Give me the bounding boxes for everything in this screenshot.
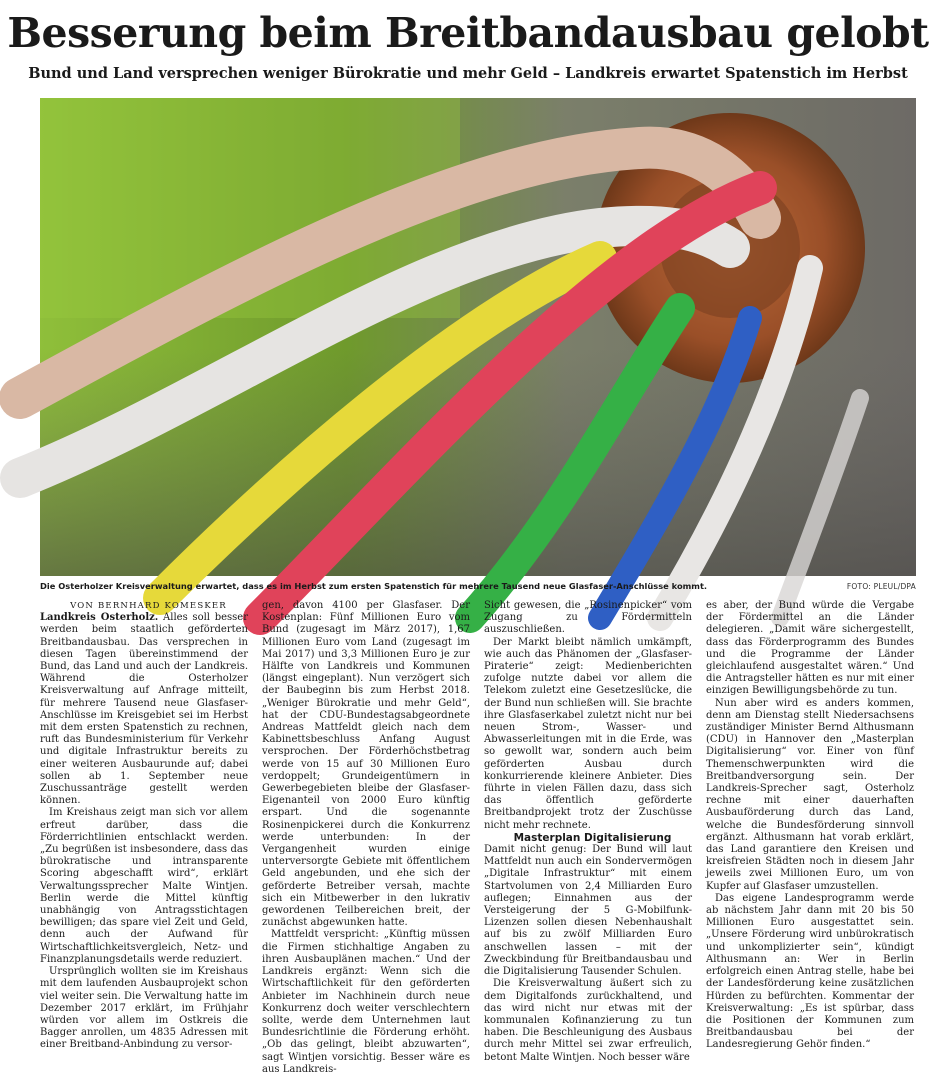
paragraph: Sicht gewesen, die „Rosinenpicker“ vom Zugang zu Fördermitteln auszuschließen. <box>484 600 692 636</box>
column-4 <box>706 600 914 1051</box>
column-1 <box>40 600 248 1051</box>
paragraph: Das eigene Landesprogramm werde ab nächstem Jahr dann mit 20 bis 50 Millionen Euro ausgestattet sein. „Unsere Förderung wird unbürokratisch und unkomplizierter sein“, kündigt Althusmann an: Wer in Berlin erfolgreich einen Antrag stelle, habe bei der Landesförderung keine zusätzlichen Hürden zu befürchten. Kommentar der Kreisverwaltung: „Es ist spürbar, dass die Positionen der Kommunen zum Breitbandausbau bei der Landesregierung Gehör finden.“ <box>706 892 914 1051</box>
paragraph: Die Kreisverwaltung äußert sich zu dem Digitalfonds zurückhaltend, und das wird nicht nur etwas mit der kommunalen Kofinanzierung zu tun haben. Die Beschleunigung des Ausbaus durch mehr Mittel sei zwar erfreulich, betont Malte Wintjen. Noch besser wäre <box>484 978 692 1063</box>
dateline: Landkreis Osterholz. <box>40 612 159 624</box>
article-body <box>40 600 916 1075</box>
section-subhead: Masterplan Digitalisierung <box>513 831 672 844</box>
byline: VON BERNHARD KOMESKER <box>70 601 227 611</box>
column-2 <box>262 600 470 1075</box>
paragraph: Damit nicht genug: Der Bund will laut Mattfeldt nun auch ein Sondervermögen „Digitale Infrastruktur“ mit einem Startvolumen von 2,4 Milliarden Euro auflegen; Einnahmen aus der Versteigerung der 5 G-Mobilfunk-Lizenzen sollen diesen Nebenhaushalt auf bis zu zwölf Milliarden Euro anschwellen lassen – mit der Zweckbindung für Breitbandausbau und die Digitalisierung Tausender Schulen. <box>484 844 692 978</box>
paragraph <box>40 612 248 807</box>
paragraph: gen, davon 4100 per Glasfaser. Der Kostenplan: Fünf Millionen Euro vom Bund (zugesagt im März 2017), 1,67 Millionen Euro vom Land (zugesagt im Mai 2017) und 3,3 Millionen Euro je zur Hälfte von Landkreis und Kommunen (längst eingeplant). Nun verzögert sich der Baubeginn bis zum Herbst 2018. „Weniger Bürokratie und mehr Geld“, hat der CDU-Bundestagsabgeordnete Andreas Mattfeldt gleich nach dem Kabinettsbeschluss Anfang August versprochen. Der Förderhöchstbetrag werde von 15 auf 30 Millionen Euro verdoppelt; Grundeigentümern in Gewerbegebieten bleibe der Glasfaser-Eigenanteil von 2000 Euro künftig erspart. Und die sogenannte Rosinenpickerei durch die Konkurrenz werde unterbunden: In der Vergangenheit wurden einige unterversorgte Gebiete mit öffentlichem Geld angebunden, und ehe sich der geförderte Betreiber versah, machte sich ein Mitbewerber in den lukrativ gewordenen Teilbereichen breit, der zunächst abgewunken hatte. <box>262 600 470 929</box>
paragraph: Mattfeldt verspricht: „Künftig müssen die Firmen stichhaltige Angaben zu ihren Ausbauplänen machen.“ Und der Landkreis ergänzt: Wenn sich die Wirtschaftlichkeit für den geförderten Anbieter im Nachhinein durch neue Konkurrenz doch weiter verschlechtern sollte, werde dem Unternehmen laut Bundesrichtlinie die Förderung erhöht. „Ob das gelingt, bleibt abzuwarten“, sagt Wintjen vorsichtig. Besser wäre es aus Landkreis- <box>262 929 470 1075</box>
paragraph: Nun aber wird es anders kommen, denn am Dienstag stellt Niedersachsens zuständiger Minister Bernd Althusmann (CDU) in Hannover den „Masterplan Digitalisierung“ vor. Einer von fünf Themenschwerpunkten wird die Breitbandversorgung sein. Der Landkreis-Sprecher sagt, Osterholz rechne mit einer dauerhaften Ausbauförderung durch das Land, welche die Bundesförderung sinnvoll ergänzt. Althusmann hat vorab erklärt, das Land garantiere den Kreisen und kreisfreien Städten noch in diesem Jahr jeweils zwei Millionen Euro, um von Kupfer auf Glasfaser umzustellen. <box>706 697 914 892</box>
paragraph-text: Alles soll besser werden beim staatlich geförderten Breitbandausbau. Das versprechen in diesen Tagen übereinstimmend der Bund, das Land und auch der Landkreis. Während die Osterholzer Kreisverwaltung auf Anfrage mitteilt, für mehrere Tausend neue Glasfaser-Anschlüsse im Kreisgebiet sei im Herbst mit dem ersten Spatenstich zu rechnen, ruft das Bundesministerium für Verkehr und digitale Infrastruktur bereits zu einer weiteren Ausbaurunde auf; dabei sollen ab 1. September neue Zuschussanträge gestellt werden können. <box>40 612 248 807</box>
paragraph: Ursprünglich wollten sie im Kreishaus mit dem laufenden Ausbauprojekt schon viel weiter sein. Die Verwaltung hatte im Dezember 2017 erklärt, im Frühjahr würden vor allem im Ostkreis die Bagger anrollen, um 4835 Adressen mit einer Breitband-Anbindung zu versor- <box>40 966 248 1051</box>
paragraph: Im Kreishaus zeigt man sich vor allem erfreut darüber, dass die Förderrichtlinien entschlackt werden. „Zu begrüßen ist insbesondere, dass das bürokratische und intransparente Scoring abgeschafft wird“, erklärt Verwaltungssprecher Malte Wintjen. Berlin werde die Mittel künftig unabhängig von Antragsstichtagen bewilligen; das spare viel Zeit und Geld, denn auch der Aufwand für Wirtschaftlichkeitsvergleich, Netz- und Finanzplanungsdetails werde reduziert. <box>40 807 248 965</box>
paragraph: es aber, der Bund würde die Vergabe der Fördermittel an die Länder delegieren. „Damit wäre sichergestellt, dass das Förderprogramm des Bundes und die Programme der Länder gleichlaufend ausgestaltet wären.“ Und die Antragsteller hätten es nur mit einer einzigen Bewilligungsbehörde zu tun. <box>706 600 914 697</box>
photo-credit: FOTO: PLEUL/DPA <box>846 582 916 591</box>
headline: Besserung beim Breitbandausbau gelobt <box>7 9 929 57</box>
caption-text: Die Osterholzer Kreisverwaltung erwartet, dass es im Herbst zum ersten Spatenstich für mehrere Tausend neue Glasfaser-Anschlüsse kommt. <box>40 581 708 591</box>
column-3 <box>484 600 692 1063</box>
paragraph: Der Markt bleibt nämlich umkämpft, wie auch das Phänomen der „Glasfaser-Piraterie“ zeigt: Medienberichten zufolge nutzte dabei vor allem die Telekom zuletzt eine Gesetzeslücke, die der Bund nun schließen will. Sie brachte ihre Glasfaserkabel zuletzt nicht nur bei neuen Strom-, Wasser- und Abwasserleitungen mit in die Erde, was so gewollt war, sondern auch beim geförderten Ausbau durch konkurrierende kleinere Anbieter. Dies führte in vielen Fällen dazu, dass sich das öffentlich geförderte Breitbandprojekt trotz der Zuschüsse nicht mehr rechnete. <box>484 636 692 831</box>
subheadline: Bund und Land versprechen weniger Bürokratie und mehr Geld – Landkreis erwartet Spatenstich im Herbst <box>28 65 908 82</box>
fiber-cables-illustration <box>40 98 916 576</box>
photo-caption <box>40 580 916 593</box>
article-photo <box>40 98 916 576</box>
